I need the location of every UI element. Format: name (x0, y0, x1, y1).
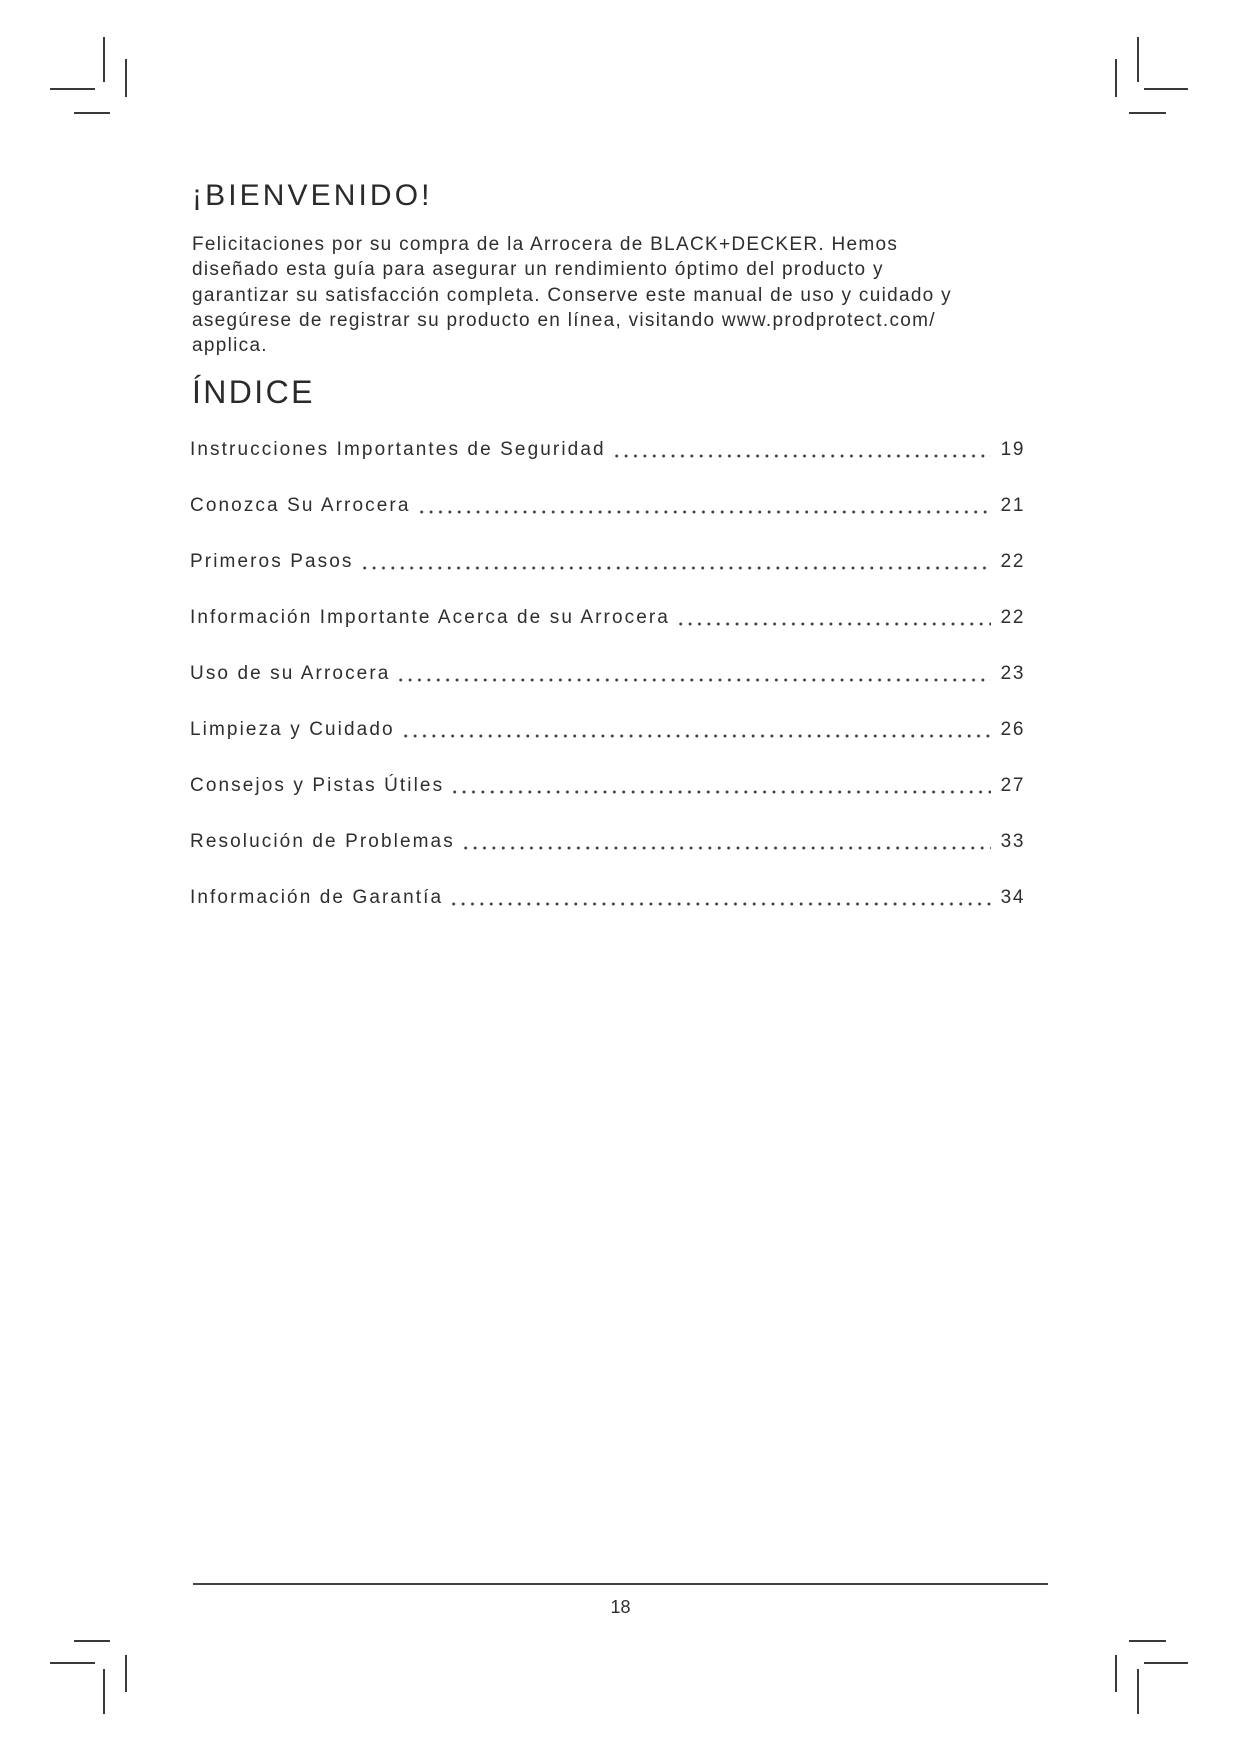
toc-page-number: 27 (1000, 775, 1025, 796)
toc-leader-dots (360, 534, 991, 590)
toc-entry-label: Consejos y Pistas Útiles (190, 775, 445, 796)
toc-leader-dots (676, 590, 991, 646)
toc-page-number: 19 (1000, 439, 1025, 460)
paragraph-line: diseñado esta guía para asegurar un rendimiento óptimo del producto y (192, 259, 884, 281)
toc-entry-label: Uso de su Arrocera (190, 663, 391, 684)
crop-mark-line (1144, 1662, 1188, 1664)
crop-mark-line (1129, 1640, 1166, 1642)
crop-mark-line (1115, 59, 1117, 97)
toc-page-number: 26 (1000, 719, 1025, 740)
crop-mark-line (74, 112, 110, 114)
welcome-title: ¡BIENVENIDO! (192, 179, 433, 212)
index-title: ÍNDICE (192, 374, 315, 410)
toc-page-number: 22 (1000, 607, 1025, 628)
crop-mark-line (125, 59, 127, 97)
toc-list (190, 422, 1025, 926)
crop-mark-line (1129, 112, 1166, 114)
crop-mark-line (1137, 1669, 1139, 1714)
toc-entry (190, 646, 1025, 702)
toc-leader-dots (396, 646, 990, 702)
crop-mark-line (103, 37, 105, 82)
toc-entry-label: Información Importante Acerca de su Arrocera (190, 607, 670, 628)
toc-leader-dots (417, 478, 991, 534)
toc-entry (190, 422, 1025, 478)
toc-leader-dots (450, 758, 990, 814)
toc-entry (190, 814, 1025, 870)
crop-mark-line (1137, 37, 1139, 82)
toc-entry (190, 758, 1025, 814)
toc-page-number: 33 (1000, 831, 1025, 852)
toc-entry (190, 870, 1025, 926)
crop-mark-line (125, 1655, 127, 1692)
paragraph-line: Felicitaciones por su compra de la Arrocera de BLACK+DECKER. Hemos (192, 234, 899, 255)
page-number: 18 (610, 1597, 631, 1617)
toc-entry-label: Primeros Pasos (190, 551, 354, 572)
crop-mark-line (74, 1640, 110, 1642)
welcome-paragraph (192, 232, 1072, 358)
toc-leader-dots (449, 870, 990, 926)
crop-mark-line (103, 1669, 105, 1714)
paragraph-line: asegúrese de registrar su producto en línea, visitando www.prodprotect.com/ (192, 309, 936, 331)
toc-page-number: 23 (1000, 663, 1025, 684)
toc-entry-label: Instrucciones Importantes de Seguridad (190, 439, 606, 460)
toc-page-number: 22 (1000, 551, 1025, 572)
toc-page-number: 21 (1000, 495, 1025, 516)
toc-leader-dots (612, 422, 991, 478)
paragraph-line: applica. (192, 335, 268, 357)
toc-entry (190, 590, 1025, 646)
toc-entry-label: Limpieza y Cuidado (190, 719, 395, 740)
toc-entry-label: Resolución de Problemas (190, 831, 455, 852)
toc-leader-dots (461, 814, 991, 870)
crop-mark-line (1115, 1655, 1117, 1692)
toc-entry-label: Información de Garantía (190, 887, 444, 908)
toc-entry-label: Conozca Su Arrocera (190, 495, 411, 516)
toc-entry (190, 534, 1025, 590)
toc-entry (190, 478, 1025, 534)
crop-mark-line (50, 1662, 95, 1664)
crop-mark-line (50, 88, 95, 90)
toc-entry (190, 702, 1025, 758)
footer-rule (193, 1583, 1048, 1585)
toc-leader-dots (401, 702, 991, 758)
paragraph-line: garantizar su satisfacción completa. Conserve este manual de uso y cuidado y (192, 284, 952, 306)
crop-mark-line (1144, 88, 1188, 90)
toc-page-number: 34 (1000, 887, 1025, 908)
